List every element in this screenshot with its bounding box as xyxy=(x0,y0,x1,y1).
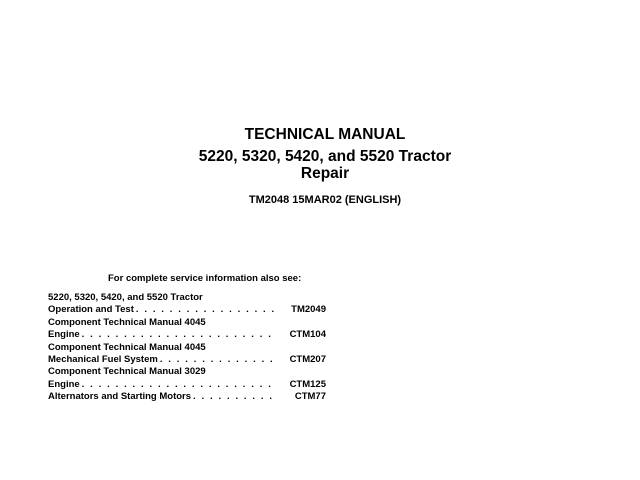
reference-item xyxy=(48,342,326,367)
reference-code: CTM125 xyxy=(289,378,326,390)
reference-title: Component Technical Manual 4045 xyxy=(48,316,206,328)
reference-row xyxy=(48,391,326,403)
reference-item xyxy=(48,317,326,342)
reference-row xyxy=(48,304,326,316)
see-also-heading: For complete service information also see: xyxy=(108,273,302,284)
reference-code: CTM207 xyxy=(289,354,326,366)
dot-leader xyxy=(160,354,274,366)
reference-item xyxy=(48,292,326,317)
reference-code: CTM77 xyxy=(294,391,326,403)
manual-subtitle: Repair xyxy=(300,165,350,182)
manual-type-heading: TECHNICAL MANUAL xyxy=(244,126,406,143)
manual-id: TM2048 15MAR02 (ENGLISH) xyxy=(248,194,402,206)
reference-item xyxy=(48,391,326,403)
reference-title: 5220, 5320, 5420, and 5520 Tractor xyxy=(48,292,203,303)
reference-list xyxy=(48,292,326,404)
reference-row xyxy=(48,329,326,341)
dot-leader xyxy=(136,304,274,316)
reference-description: Alternators and Starting Motors xyxy=(48,391,192,403)
dot-leader xyxy=(82,329,274,341)
reference-row xyxy=(48,379,326,391)
reference-title: Component Technical Manual 4045 xyxy=(48,341,206,353)
reference-description: Mechanical Fuel System xyxy=(48,354,158,366)
reference-description: Operation and Test xyxy=(48,304,134,316)
manual-title: 5220, 5320, 5420, and 5520 Tractor xyxy=(198,148,452,165)
reference-title: Component Technical Manual 3029 xyxy=(48,366,206,378)
dot-leader xyxy=(82,379,274,391)
reference-code: CTM104 xyxy=(289,329,326,341)
reference-description: Engine xyxy=(48,378,80,390)
reference-item xyxy=(48,366,326,391)
dot-leader xyxy=(193,391,274,403)
reference-description: Engine xyxy=(48,329,80,341)
reference-code: TM2049 xyxy=(291,304,326,316)
reference-row xyxy=(48,354,326,366)
